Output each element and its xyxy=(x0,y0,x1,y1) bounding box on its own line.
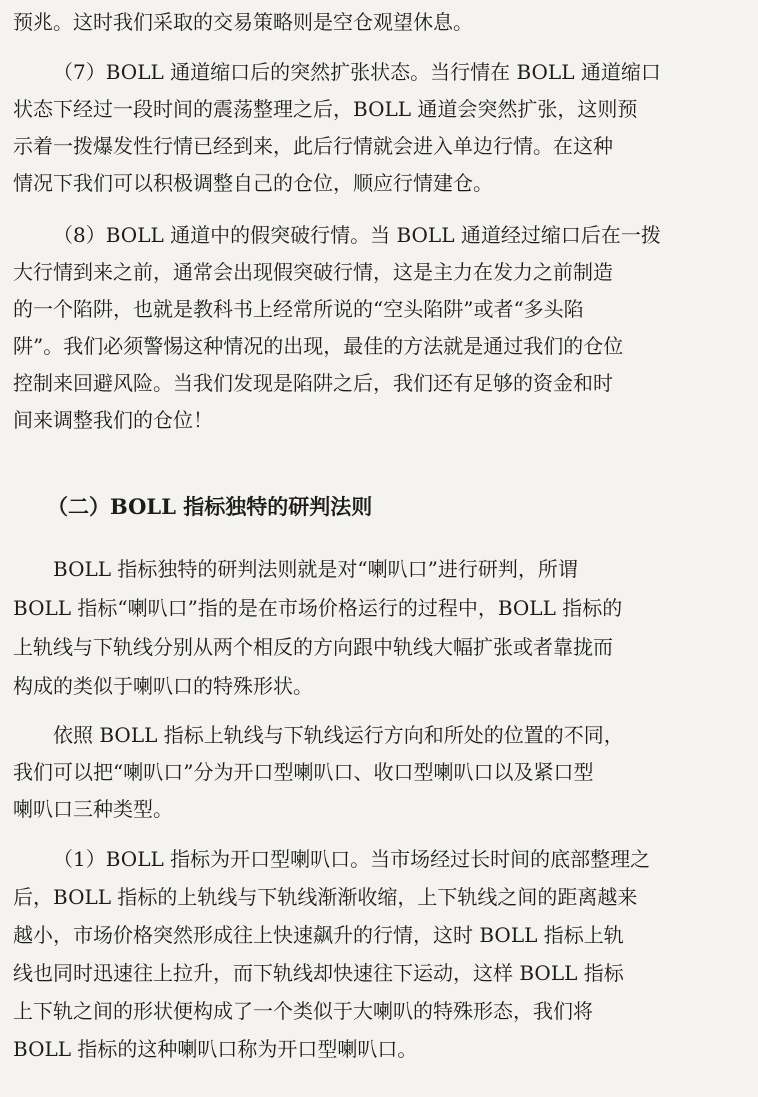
paragraph-line: BOLL 指标“喇叭口”指的是在市场价格运行的过程中，BOLL 指标的 xyxy=(13,596,623,620)
paragraph-line: 阱”。我们必须警惕这种情况的出现，最佳的方法就是通过我们的仓位 xyxy=(13,334,624,358)
paragraph-line: （8）BOLL 通道中的假突破行情。当 BOLL 通道经过缩口后在一拨 xyxy=(53,223,661,247)
paragraph-line: （1）BOLL 指标为开口型喇叭口。当市场经过长时间的底部整理之 xyxy=(53,847,651,871)
paragraph-line: 构成的类似于喇叭口的特殊形状。 xyxy=(13,674,313,698)
paragraph-line: 越小，市场价格突然形成往上快速飙升的行情，这时 BOLL 指标上轨 xyxy=(13,923,624,947)
paragraph-line: 上下轨之间的形状便构成了一个类似于大喇叭的特殊形态，我们将 xyxy=(13,999,593,1023)
section-heading: （二）BOLL 指标独特的研判法则 xyxy=(47,494,373,519)
paragraph-line: 示着一拨爆发性行情已经到来，此后行情就会进入单边行情。在这种 xyxy=(13,134,613,158)
paragraph-line: 情况下我们可以积极调整自己的仓位，顺应行情建仓。 xyxy=(13,171,493,195)
paragraph-line: 大行情到来之前，通常会出现假突破行情，这是主力在发力之前制造 xyxy=(13,260,613,284)
paragraph-line: BOLL 指标独特的研判法则就是对“喇叭口”进行研判，所谓 xyxy=(53,557,578,581)
paragraph-line: 喇叭口三种类型。 xyxy=(13,797,173,821)
paragraph-line: 我们可以把“喇叭口”分为开口型喇叭口、收口型喇叭口以及紧口型 xyxy=(13,760,594,784)
paragraph-line: 状态下经过一段时间的震荡整理之后，BOLL 通道会突然扩张，这则预 xyxy=(13,97,638,121)
paragraph-line: 控制来回避风险。当我们发现是陷阱之后，我们还有足够的资金和时 xyxy=(13,371,613,395)
paragraph-line: 后，BOLL 指标的上轨线与下轨线渐渐收缩，上下轨线之间的距离越来 xyxy=(13,885,638,909)
paragraph-line: BOLL 指标的这种喇叭口称为开口型喇叭口。 xyxy=(13,1037,418,1061)
paragraph-line: （7）BOLL 通道缩口后的突然扩张状态。当行情在 BOLL 通道缩口 xyxy=(53,60,661,84)
paragraph-line: 线也同时迅速往上拉升，而下轨线却快速往下运动，这样 BOLL 指标 xyxy=(13,961,624,985)
paragraph-line: 预兆。这时我们采取的交易策略则是空仓观望休息。 xyxy=(13,10,473,34)
paragraph-line: 的一个陷阱，也就是教科书上经常所说的“空头陷阱”或者“多头陷 xyxy=(13,297,584,321)
paragraph-line: 间来调整我们的仓位！ xyxy=(13,408,213,432)
paragraph-line: 依照 BOLL 指标上轨线与下轨线运行方向和所处的位置的不同， xyxy=(53,723,624,747)
paragraph-line: 上轨线与下轨线分别从两个相反的方向跟中轨线大幅扩张或者靠拢而 xyxy=(13,635,613,659)
